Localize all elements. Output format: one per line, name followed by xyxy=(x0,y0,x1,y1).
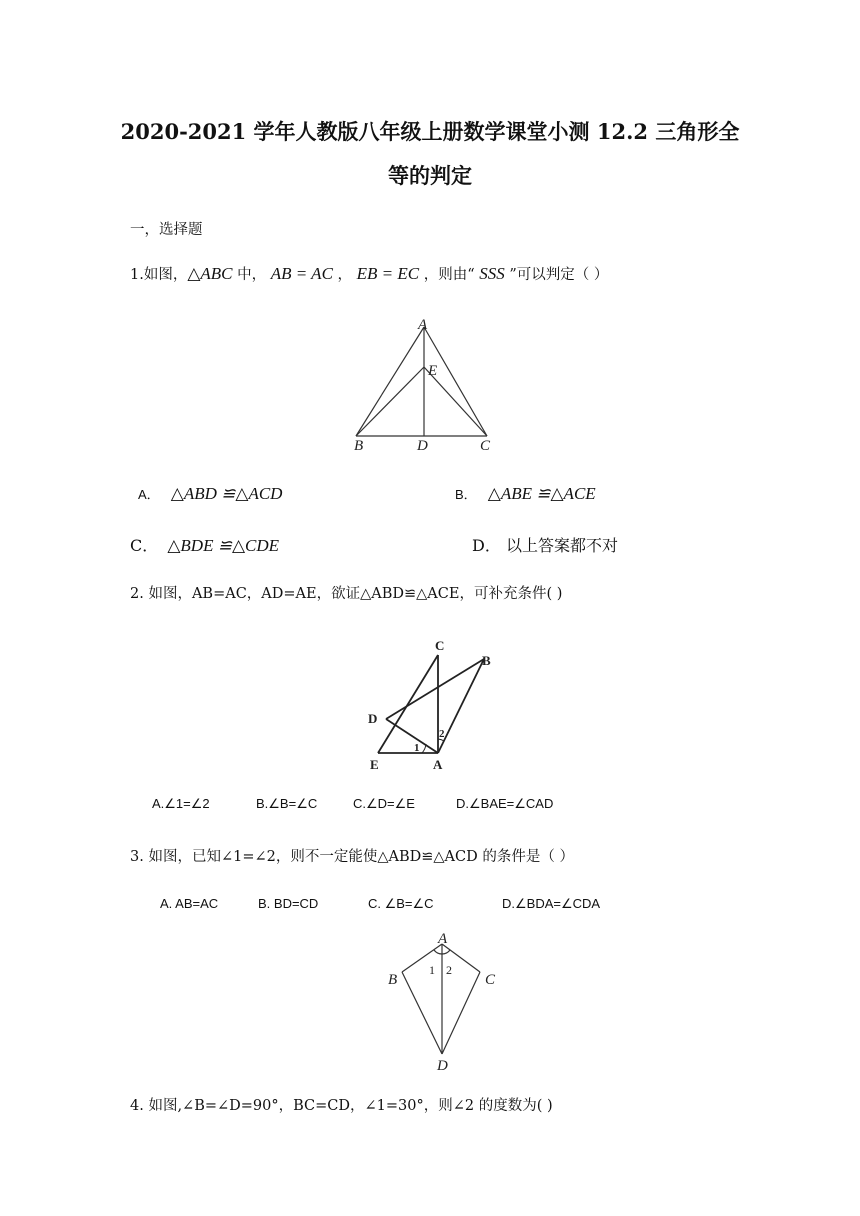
fig2-label-2: 2 xyxy=(439,728,445,740)
q1-comma: ， xyxy=(332,267,357,283)
q3-option-a[interactable]: A. AB=AC xyxy=(160,896,219,911)
q1-mid1: 中， xyxy=(232,267,271,283)
fig2-label-a: A xyxy=(433,757,443,772)
document-title-line2: 等的判定 xyxy=(388,163,472,188)
fig3-label-2: 2 xyxy=(446,963,452,977)
q2-option-a[interactable]: A.∠1=∠2 xyxy=(152,796,210,811)
fig1-label-d: D xyxy=(417,438,428,454)
fig2-label-b: B xyxy=(482,653,491,668)
q3-option-d[interactable]: D.∠BDA=∠CDA xyxy=(502,896,601,911)
q1-prefix: 1.如图， xyxy=(130,267,188,283)
question-4-stem: 4. 如图,∠B=∠D=90°，BC=CD，∠1=30°，则∠2 的度数为( ) xyxy=(130,1098,553,1114)
q1-option-b-key: B． xyxy=(455,487,477,502)
fig3-label-b: B xyxy=(388,972,398,988)
fig2-label-e: E xyxy=(370,757,379,772)
fig2-label-d: D xyxy=(368,711,378,726)
q1-triangle: △ABC xyxy=(187,264,233,283)
q1-eq1: AB = AC xyxy=(270,264,333,283)
question-3-stem: 3. 如图，已知∠1=∠2，则不一定能使△ABD≌△ACD 的条件是（ ） xyxy=(130,849,574,865)
q1-option-d-text: 以上答案都不对 xyxy=(505,536,618,555)
fig2-label-1: 1 xyxy=(414,742,420,754)
figure-3-kite xyxy=(380,932,500,1074)
q1-eq2: EB = EC xyxy=(356,264,420,283)
fig3-label-d: D xyxy=(437,1058,448,1074)
q3-option-b[interactable]: B. BD=CD xyxy=(258,896,319,911)
q1-option-a-text: △ABD ≌△ACD xyxy=(170,484,283,503)
q3-option-c[interactable]: C. ∠B=∠C xyxy=(368,896,434,911)
fig1-label-a: A xyxy=(418,317,428,333)
q1-option-b-text: △ABE ≌△ACE xyxy=(487,484,596,503)
q1-sss: SSS xyxy=(479,264,505,283)
fig1-label-b: B xyxy=(354,438,364,454)
figure-1-triangle xyxy=(340,315,510,455)
q1-option-d-key: D． xyxy=(472,536,501,555)
q1-suffix: ”可以判定（ ） xyxy=(504,267,609,283)
q1-option-c-key: C． xyxy=(130,536,159,555)
q2-option-c[interactable]: C.∠D=∠E xyxy=(353,796,415,811)
document-title-line1: 2020-2021 学年人教版八年级上册数学课堂小测 12.2 三角形全 xyxy=(120,119,740,144)
q1-option-a[interactable] xyxy=(138,484,282,504)
section-heading: 一，选择题 xyxy=(130,222,203,238)
fig3-label-a: A xyxy=(438,931,448,947)
question-2-stem: 2. 如图，AB=AC，AD=AE，欲证△ABD≌△ACE，可补充条件( ) xyxy=(130,586,563,602)
fig2-label-c: C xyxy=(435,638,445,653)
q1-option-d[interactable] xyxy=(472,533,618,556)
q1-option-c-text: △BDE ≌△CDE xyxy=(167,536,280,555)
q2-option-b[interactable]: B.∠B=∠C xyxy=(256,796,318,811)
question-1-stem xyxy=(130,263,608,284)
q1-mid2: ，则由“ xyxy=(419,267,480,283)
fig1-label-c: C xyxy=(480,438,491,454)
figure-2 xyxy=(360,635,510,780)
q2-option-d[interactable]: D.∠BAE=∠CAD xyxy=(456,796,554,811)
fig3-label-c: C xyxy=(485,972,496,988)
q1-option-b[interactable] xyxy=(455,484,596,504)
fig3-label-1: 1 xyxy=(429,963,435,977)
fig1-label-e: E xyxy=(428,363,438,379)
q1-option-c[interactable] xyxy=(130,533,279,556)
q1-option-a-key: A． xyxy=(138,487,160,502)
